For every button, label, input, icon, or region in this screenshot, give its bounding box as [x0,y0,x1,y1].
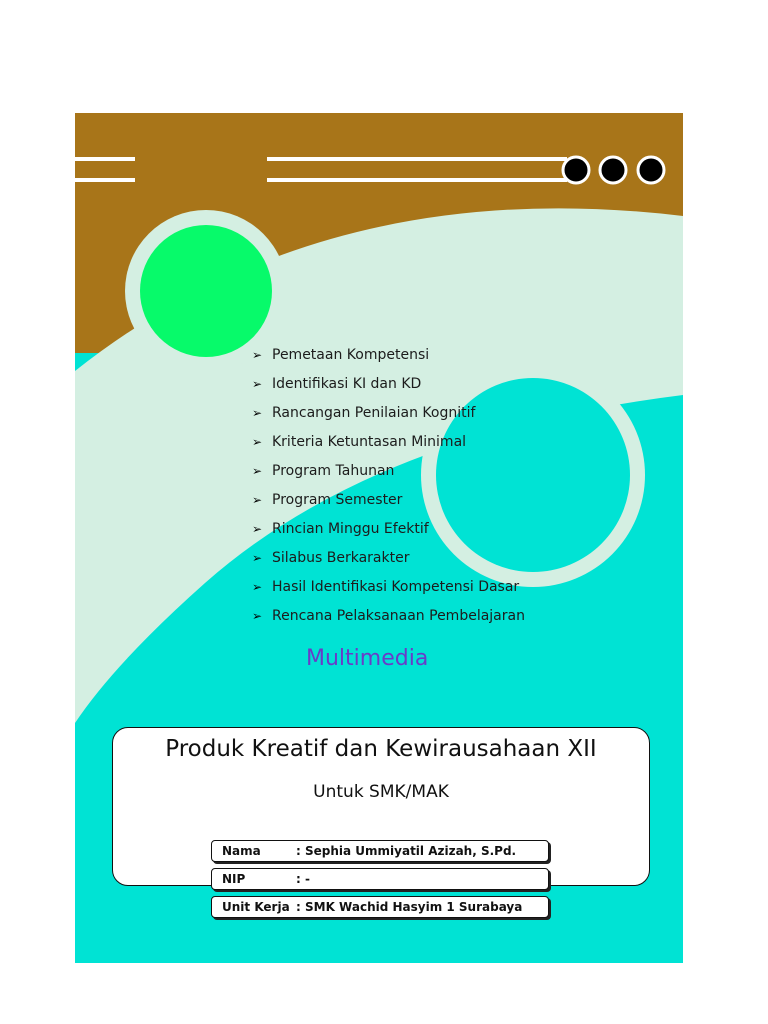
arrow-bullet-icon: ➢ [252,493,263,507]
arrow-bullet-icon: ➢ [252,551,263,565]
header-dot-2 [600,157,626,183]
field-value: : Sephia Ummiyatil Azizah, S.Pd. [296,841,516,861]
contents-list [252,343,525,633]
list-item: ➢ Pemetaan Kompetensi [252,343,525,372]
arrow-bullet-icon: ➢ [252,348,263,362]
stripe-right-bottom [267,178,567,182]
author-name-field [211,840,549,862]
field-label: NIP [222,872,246,886]
cover-page [75,113,683,963]
arrow-bullet-icon: ➢ [252,609,263,623]
list-item: ➢ Rancangan Penilaian Kognitif [252,401,525,430]
book-subtitle: Untuk SMK/MAK [313,782,449,802]
work-unit-field [211,896,549,918]
stripe-left-top [75,157,135,161]
nip-field [211,868,549,890]
header-dot-3 [638,157,664,183]
list-item: ➢ Hasil Identifikasi Kompetensi Dasar [252,575,525,604]
title-box [112,727,650,886]
list-item: ➢ Silabus Berkarakter [252,546,525,575]
stripe-right-top [267,157,567,161]
field-label: Nama [222,844,261,858]
header-dot-1 [563,157,589,183]
list-item: ➢ Identifikasi KI dan KD [252,372,525,401]
book-title: Produk Kreatif dan Kewirausahaan XII [165,736,597,762]
list-item: ➢ Kriteria Ketuntasan Minimal [252,430,525,459]
list-item: ➢ Program Semester [252,488,525,517]
field-value: : - [296,869,310,889]
list-item: ➢ Program Tahunan [252,459,525,488]
list-item: ➢ Rencana Pelaksanaan Pembelajaran [252,604,525,633]
stripe-left-bottom [75,178,135,182]
arrow-bullet-icon: ➢ [252,522,263,536]
list-item: ➢ Rincian Minggu Efektif [252,517,525,546]
arrow-bullet-icon: ➢ [252,435,263,449]
arrow-bullet-icon: ➢ [252,406,263,420]
arrow-bullet-icon: ➢ [252,580,263,594]
field-value: : SMK Wachid Hasyim 1 Surabaya [296,897,522,917]
field-label: Unit Kerja [222,900,290,914]
arrow-bullet-icon: ➢ [252,464,263,478]
subject-heading: Multimedia [306,646,429,671]
green-circle [140,225,272,357]
arrow-bullet-icon: ➢ [252,377,263,391]
